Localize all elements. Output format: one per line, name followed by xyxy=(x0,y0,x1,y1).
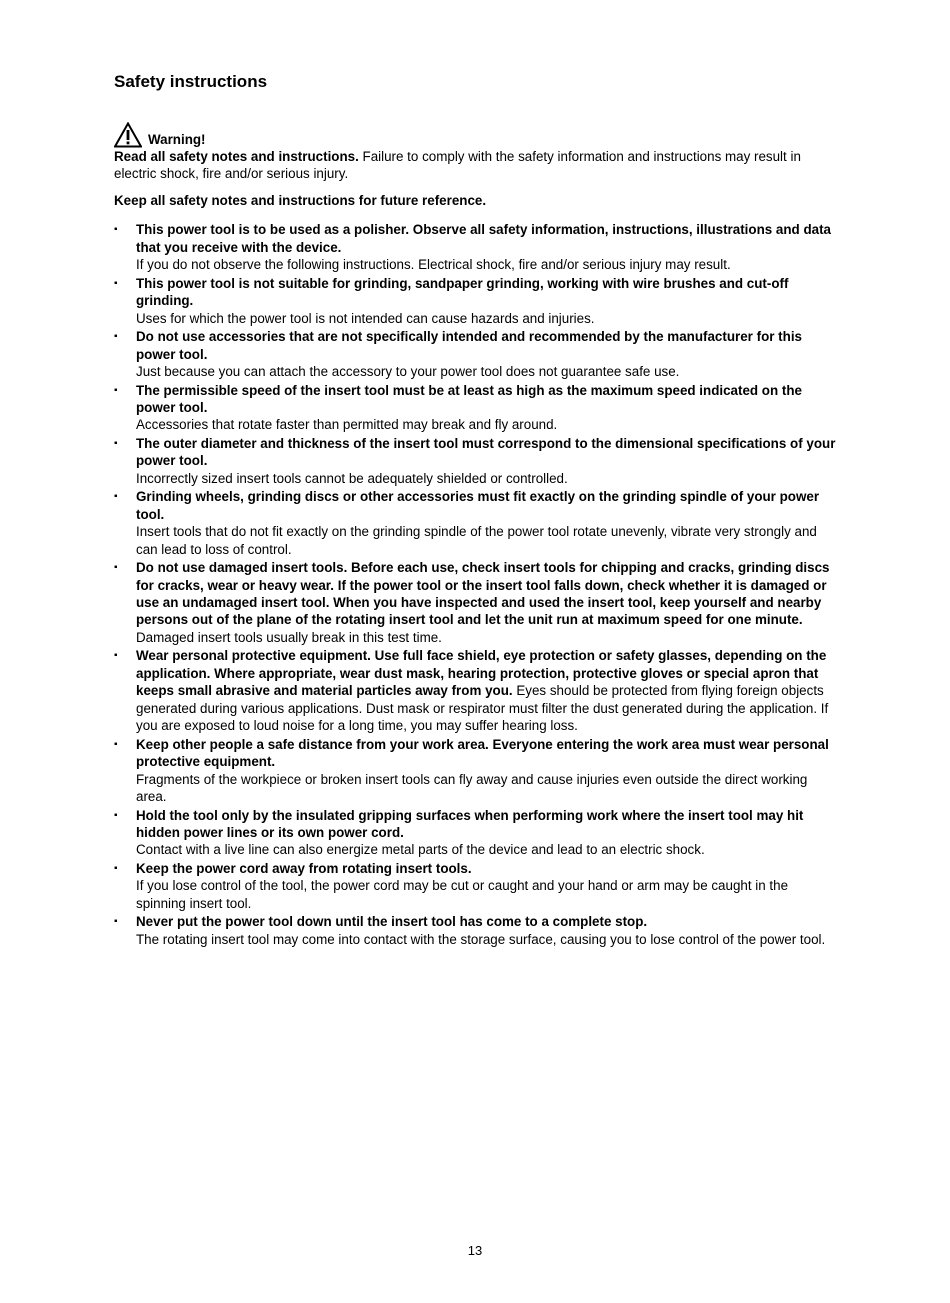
list-item xyxy=(114,860,838,912)
intro-paragraph xyxy=(114,148,838,182)
item-heading: Grinding wheels, grinding discs or other accessories must fit exactly on the grinding spindle of your power tool. xyxy=(136,489,820,522)
item-heading: Keep the power cord away from rotating insert tools. xyxy=(136,860,472,876)
safety-list xyxy=(114,221,838,948)
list-item xyxy=(114,913,838,948)
bullet-icon: ▪ xyxy=(114,491,118,503)
item-description: Accessories that rotate faster than permitted may break and fly around. xyxy=(136,417,558,433)
item-heading: The outer diameter and thickness of the insert tool must correspond to the dimensional specifications of your power tool. xyxy=(136,436,836,469)
document-page xyxy=(114,70,838,949)
warning-label: Warning! xyxy=(148,132,206,147)
page-title: Safety instructions xyxy=(114,72,268,91)
item-description: If you do not observe the following instructions. Electrical shock, fire and/or serious injury may result. xyxy=(136,257,731,273)
item-description: Fragments of the workpiece or broken insert tools can fly away and cause injuries even outside the direct working area. xyxy=(136,771,808,804)
bullet-icon: ▪ xyxy=(114,562,118,574)
item-description: The rotating insert tool may come into contact with the storage surface, causing you to lose control of the power tool. xyxy=(136,931,826,947)
list-item xyxy=(114,559,838,646)
item-heading: Keep other people a safe distance from your work area. Everyone entering the work area must wear personal protective equipment. xyxy=(136,736,829,770)
item-description: Just because you can attach the accessory to your power tool does not guarantee safe use. xyxy=(136,364,680,380)
item-description: If you lose control of the tool, the power cord may be cut or caught and your hand or arm may be caught in the spinning insert tool. xyxy=(136,878,789,911)
bullet-icon: ▪ xyxy=(114,331,118,343)
warning-triangle-icon xyxy=(114,122,142,148)
list-item xyxy=(114,647,838,734)
item-description: Damaged insert tools usually break in this test time. xyxy=(136,629,442,645)
bullet-icon: ▪ xyxy=(114,809,118,821)
list-item xyxy=(114,221,838,273)
bullet-icon: ▪ xyxy=(114,916,118,928)
item-heading: Never put the power tool down until the insert tool has come to a complete stop. xyxy=(136,914,648,930)
item-heading: Do not use damaged insert tools. Before each use, check insert tools for chipping and cracks, grinding discs for cracks, wear or heavy wear. If the power tool or the insert tool falls down, check whether it is damaged or use an undamaged insert tool. When you have inspected and used the insert tool, keep yourself and nearby persons out of the plane of the rotating insert tool and let the unit run at maximum speed for one minute. xyxy=(136,560,830,628)
item-description: Incorrectly sized insert tools cannot be adequately shielded or controlled. xyxy=(136,470,568,486)
item-heading: Hold the tool only by the insulated gripping surfaces when performing work where the insert tool may hit hidden power lines or its own power cord. xyxy=(136,807,804,840)
bullet-icon: ▪ xyxy=(114,384,118,396)
list-item xyxy=(114,275,838,327)
bullet-icon: ▪ xyxy=(114,438,118,450)
item-description: Uses for which the power tool is not intended can cause hazards and injuries. xyxy=(136,310,595,326)
intro-text: Failure to comply with the safety information and instructions may result in electric shock, fire and/or serious injury. xyxy=(114,149,801,182)
list-item xyxy=(114,435,838,487)
list-item xyxy=(114,382,838,434)
item-heading: Do not use accessories that are not specifically intended and recommended by the manufacturer for this power tool. xyxy=(136,329,802,362)
item-description: Insert tools that do not fit exactly on the grinding spindle of the power tool rotate unevenly, vibrate very strongly and can lead to loss of control. xyxy=(136,524,817,557)
list-item xyxy=(114,807,838,859)
list-item xyxy=(114,328,838,380)
bullet-icon: ▪ xyxy=(114,224,118,236)
item-heading: Wear personal protective equipment. Use full face shield, eye protection or safety glasses, depending on the application. Where appropriate, wear dust mask, hearing protection, protective gloves or special apron that keeps small abrasive and material particles away from you. xyxy=(136,648,827,699)
intro-bold: Read all safety notes and instructions. xyxy=(114,149,359,164)
bullet-icon: ▪ xyxy=(114,277,118,289)
item-heading: This power tool is not suitable for grinding, sandpaper grinding, working with wire brushes and cut-off grinding. xyxy=(136,275,789,309)
bullet-icon: ▪ xyxy=(114,862,118,874)
keep-note: Keep all safety notes and instructions for future reference. xyxy=(114,193,487,209)
item-description: Eyes should be protected from flying foreign objects generated during various applications. Dust mask or respirator must filter the dust generated during the application. If you are exposed to loud noise for a long time, you may suffer hearing loss. xyxy=(136,683,829,734)
item-description: Contact with a live line can also energize metal parts of the device and lead to an electric shock. xyxy=(136,842,705,858)
bullet-icon: ▪ xyxy=(114,650,118,662)
warning-header xyxy=(114,120,838,148)
bullet-icon: ▪ xyxy=(114,738,118,750)
item-heading: This power tool is to be used as a polisher. Observe all safety information, instructions, illustrations and data that you receive with the device. xyxy=(136,222,831,255)
list-item xyxy=(114,736,838,806)
item-heading: The permissible speed of the insert tool must be at least as high as the maximum speed indicated on the power tool. xyxy=(136,382,802,416)
list-item xyxy=(114,488,838,558)
page-number: 13 xyxy=(467,1243,483,1258)
